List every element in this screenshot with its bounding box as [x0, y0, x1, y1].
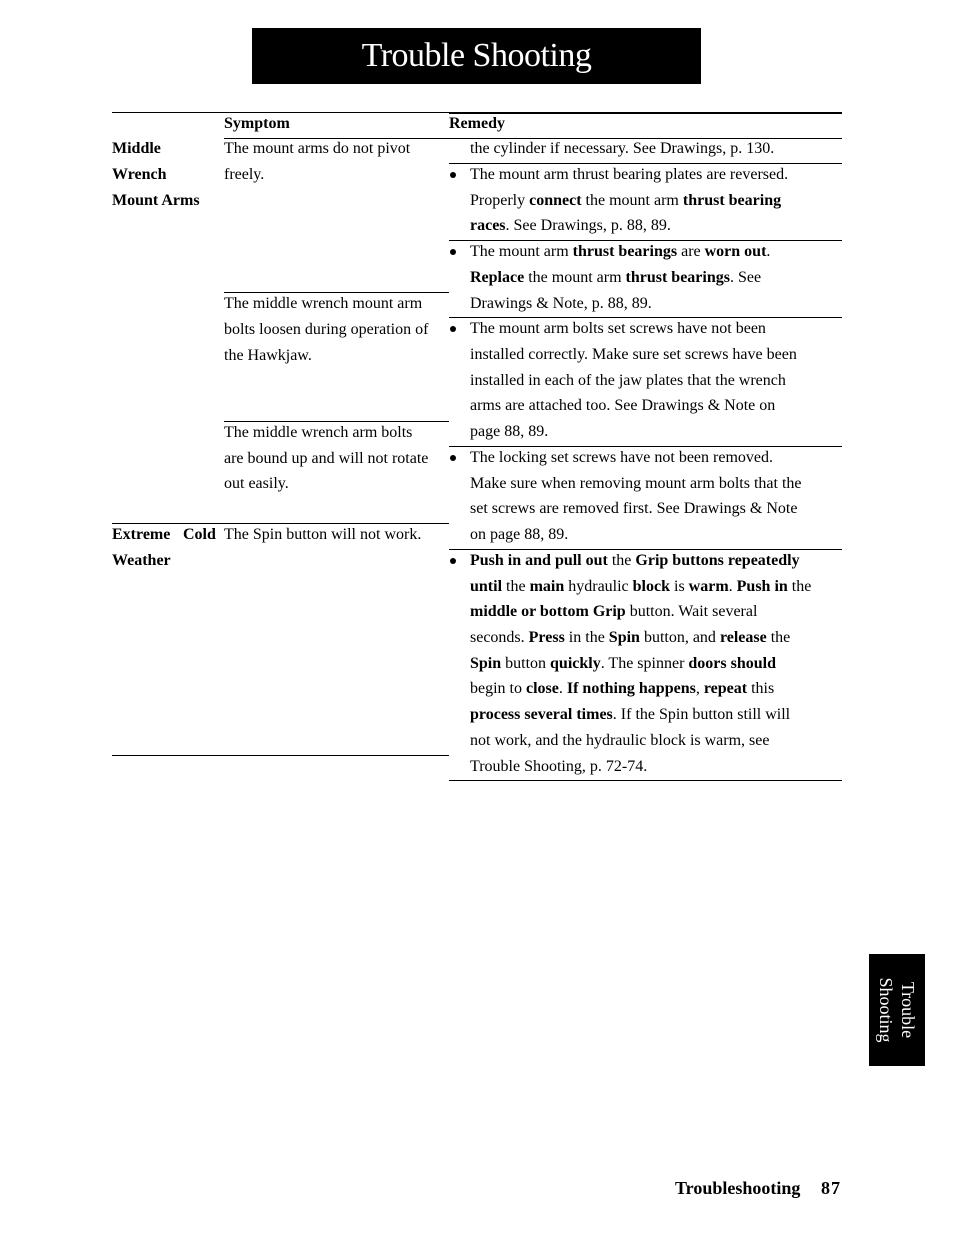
remedy-1-bullet	[450, 172, 456, 178]
side-tab-label: Trouble Shooting	[876, 977, 918, 1043]
category-middle-wrench-line-1: Middle	[112, 140, 161, 157]
category-cold-weather-word-2: Cold	[183, 526, 216, 543]
remedy-3-bullet	[450, 326, 456, 332]
category-middle-wrench-line-2: Wrench	[112, 166, 167, 183]
symptom-3-line-3: out easily.	[224, 475, 289, 492]
symptom-2-line-1: The middle wrench mount arm	[224, 295, 423, 312]
footer-page-number: 87	[821, 1178, 841, 1198]
remedy-5-line-1: Push in and pull out the Grip buttons repeatedly	[470, 552, 800, 569]
symptom-2-line-3: the Hawkjaw.	[224, 347, 312, 364]
remedy-5-line-9: Trouble Shooting, p. 72-74.	[470, 758, 648, 775]
remedy-4-line-2: Make sure when removing mount arm bolts that the	[470, 475, 802, 492]
header-rule-top-left	[112, 112, 224, 113]
footer-section-name: Troubleshooting	[675, 1178, 801, 1198]
page-title: Trouble Shooting	[252, 28, 701, 84]
remedy-5-line-5: Spin button quickly. The spinner doors should	[470, 655, 776, 672]
remedy-5-line-2: until the main hydraulic block is warm. Push in the	[470, 578, 812, 595]
symptom-1-line-2: freely.	[224, 166, 265, 183]
header-rule-top-remedy	[449, 112, 842, 114]
remedy-3-line-3: installed in each of the jaw plates that the wrench	[470, 372, 786, 389]
remedy-5-line-4: seconds. Press in the Spin button, and release the	[470, 629, 791, 646]
remedy-4-line-3: set screws are removed first. See Drawings & Note	[470, 500, 798, 517]
remedy-5-line-7: process several times. If the Spin button still will	[470, 706, 791, 723]
remedy-1-line-3: races. See Drawings, p. 88, 89.	[470, 217, 671, 234]
remedy-3-line-5: page 88, 89.	[470, 423, 549, 440]
remedy-3-line-2: installed correctly. Make sure set screws have been	[470, 346, 797, 363]
remedy-0-line-1: the cylinder if necessary. See Drawings, p. 130.	[470, 140, 775, 157]
remedy-2-line-3: Drawings & Note, p. 88, 89.	[470, 295, 652, 312]
symptom-1-line-1: The mount arms do not pivot	[224, 140, 411, 157]
symptom-3-line-1: The middle wrench arm bolts	[224, 424, 413, 441]
remedy-5-bottom-rule	[449, 780, 842, 781]
category-middle-wrench-line-3: Mount Arms	[112, 192, 200, 209]
remedy-1-line-1: The mount arm thrust bearing plates are reversed.	[470, 166, 789, 183]
remedy-5-bullet	[450, 558, 456, 564]
remedy-4-bullet	[450, 455, 456, 461]
remedy-4-line-1: The locking set screws have not been removed.	[470, 449, 774, 466]
symptom-4-line-1: The Spin button will not work.	[224, 526, 422, 543]
cold-weather-bottom-rule	[112, 755, 449, 756]
remedy-2-line-2: Replace the mount arm thrust bearings. See	[470, 269, 762, 286]
symptom-header: Symptom	[224, 115, 290, 132]
remedy-5-line-6: begin to close. If nothing happens, repeat this	[470, 680, 775, 697]
remedy-3-line-4: arms are attached too. See Drawings & Note on	[470, 397, 776, 414]
side-tab-trouble-shooting	[869, 954, 925, 1066]
remedy-2-line-1: The mount arm thrust bearings are worn out.	[470, 243, 771, 260]
category-cold-weather-line-2: Weather	[112, 552, 171, 569]
remedy-header: Remedy	[449, 115, 505, 132]
remedy-3-line-1: The mount arm bolts set screws have not been	[470, 320, 766, 337]
symptom-3-line-2: are bound up and will not rotate	[224, 450, 429, 467]
remedy-2-bullet	[450, 249, 456, 255]
symptom-2-line-2: bolts loosen during operation of	[224, 321, 429, 338]
remedy-5-line-3: middle or bottom Grip button. Wait several	[470, 603, 758, 620]
remedy-4-line-4: on page 88, 89.	[470, 526, 569, 543]
remedy-1-line-2: Properly connect the mount arm thrust bearing	[470, 192, 782, 209]
category-cold-weather-word-1: Extreme	[112, 526, 171, 543]
remedy-5-line-8: not work, and the hydraulic block is warm, see	[470, 732, 770, 749]
header-rule-top-symptom	[224, 112, 449, 113]
